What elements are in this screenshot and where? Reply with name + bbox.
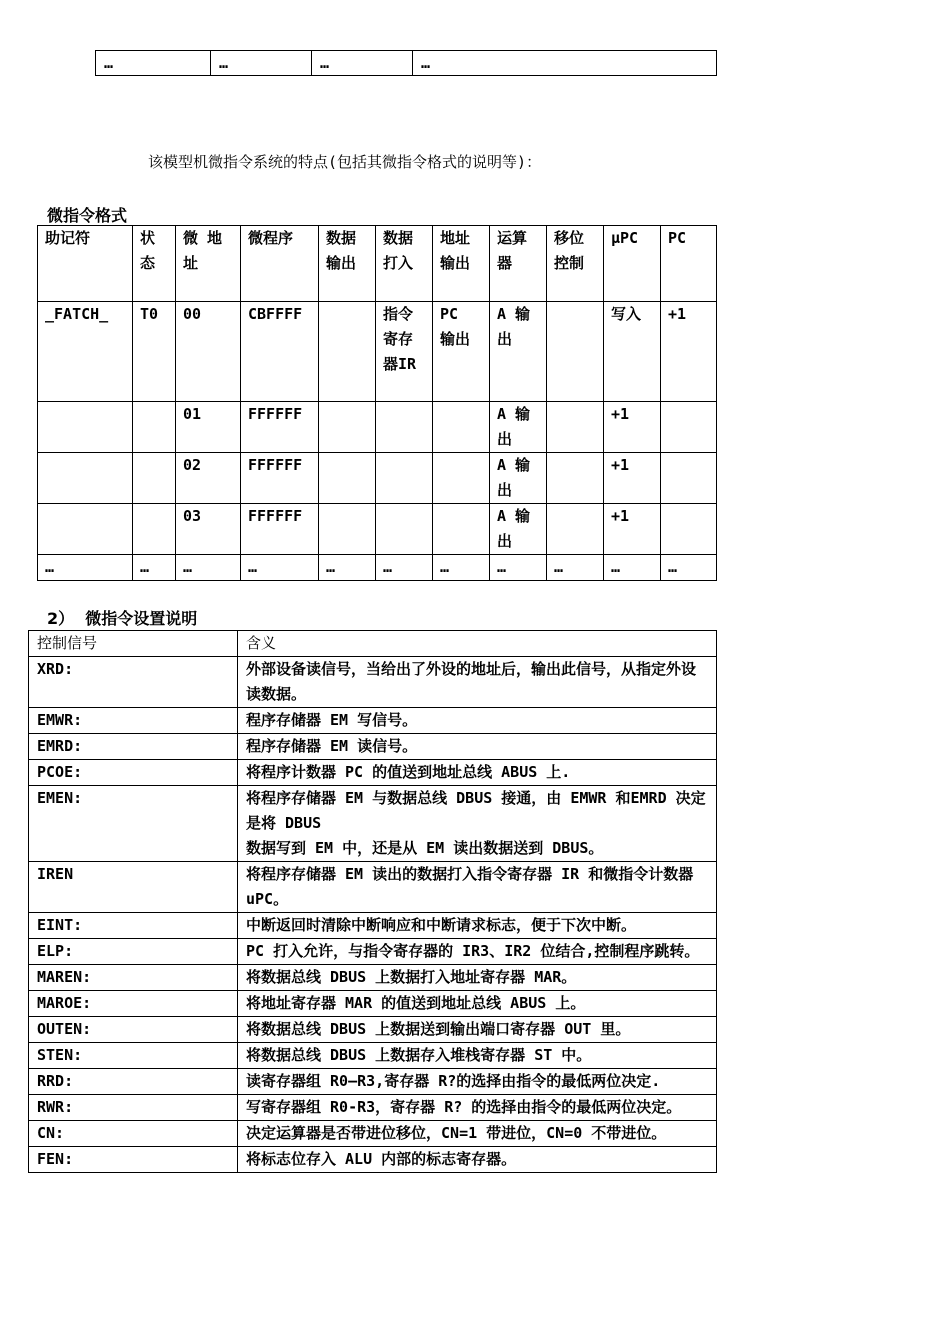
cell: +1 xyxy=(661,302,717,402)
signal-name: CN: xyxy=(29,1121,238,1147)
cell xyxy=(38,504,133,555)
table-row xyxy=(38,453,717,504)
cell: … xyxy=(661,555,717,581)
col-header: 微程序 xyxy=(241,226,319,302)
table-row xyxy=(29,786,717,862)
signal-meaning: 将程序存储器 EM 读出的数据打入指令寄存器 IR 和微指令计数器 uPC。 xyxy=(238,862,717,913)
continuation-table xyxy=(95,50,717,76)
cell xyxy=(319,302,376,402)
cell: 00 xyxy=(176,302,241,402)
cell: 02 xyxy=(176,453,241,504)
table-row xyxy=(29,1069,717,1095)
col-header: 地址输出 xyxy=(433,226,490,302)
cell: A 输出 xyxy=(490,402,547,453)
signal-meaning: 读寄存器组 R0—R3,寄存器 R?的选择由指令的最低两位决定. xyxy=(238,1069,717,1095)
signal-name: PCOE: xyxy=(29,760,238,786)
table-row xyxy=(29,965,717,991)
signal-meaning: 写寄存器组 R0-R3，寄存器 R? 的选择由指令的最低两位决定。 xyxy=(238,1095,717,1121)
table-row xyxy=(38,302,717,402)
signal-name: EMEN: xyxy=(29,786,238,862)
header-row xyxy=(38,226,717,302)
cell: 指令寄存器IR xyxy=(376,302,433,402)
cell xyxy=(547,504,604,555)
cell xyxy=(319,504,376,555)
col-header: 含义 xyxy=(238,631,717,657)
signal-name: EINT: xyxy=(29,913,238,939)
table-row xyxy=(29,913,717,939)
cell: … xyxy=(547,555,604,581)
cell: … xyxy=(604,555,661,581)
table-row xyxy=(38,402,717,453)
col-header: 状态 xyxy=(133,226,176,302)
signal-name: OUTEN: xyxy=(29,1017,238,1043)
cell: FFFFFF xyxy=(241,453,319,504)
cell: 01 xyxy=(176,402,241,453)
cell xyxy=(376,504,433,555)
signal-name: MAROE: xyxy=(29,991,238,1017)
signal-meaning: 程序存储器 EM 读信号。 xyxy=(238,734,717,760)
cell xyxy=(319,402,376,453)
cell: 03 xyxy=(176,504,241,555)
table-row xyxy=(96,51,717,76)
table-row xyxy=(29,760,717,786)
cell: A 输出 xyxy=(490,302,547,402)
signal-meaning: 程序存储器 EM 写信号。 xyxy=(238,708,717,734)
col-header: 运算器 xyxy=(490,226,547,302)
cell xyxy=(661,402,717,453)
cell: A 输出 xyxy=(490,504,547,555)
cell xyxy=(133,504,176,555)
cell xyxy=(376,453,433,504)
table-row xyxy=(29,708,717,734)
signal-meaning: 决定运算器是否带进位移位，CN=1 带进位，CN=0 不带进位。 xyxy=(238,1121,717,1147)
cell: +1 xyxy=(604,453,661,504)
table-row xyxy=(38,555,717,581)
ellipsis-cell: … xyxy=(211,51,312,76)
cell: … xyxy=(38,555,133,581)
cell: 写入 xyxy=(604,302,661,402)
table-row xyxy=(29,1043,717,1069)
signal-meaning: 外部设备读信号，当给出了外设的地址后，输出此信号，从指定外设读数据。 xyxy=(238,657,717,708)
signal-name: EMRD: xyxy=(29,734,238,760)
cell xyxy=(547,302,604,402)
ellipsis-cell: … xyxy=(312,51,413,76)
ellipsis-cell: … xyxy=(413,51,717,76)
header-row xyxy=(29,631,717,657)
cell: … xyxy=(319,555,376,581)
cell: _FATCH_ xyxy=(38,302,133,402)
cell: FFFFFF xyxy=(241,504,319,555)
signal-name: MAREN: xyxy=(29,965,238,991)
signal-meaning: 将数据总线 DBUS 上数据存入堆栈寄存器 ST 中。 xyxy=(238,1043,717,1069)
table-row xyxy=(29,657,717,708)
signal-name: STEN: xyxy=(29,1043,238,1069)
signal-name: RWR: xyxy=(29,1095,238,1121)
col-header: 数据输出 xyxy=(319,226,376,302)
setting-heading: 2） 微指令设置说明 xyxy=(47,609,198,628)
cell: FFFFFF xyxy=(241,402,319,453)
cell: PC 输出 xyxy=(433,302,490,402)
signal-name: IREN xyxy=(29,862,238,913)
col-header: 助记符 xyxy=(38,226,133,302)
cell: … xyxy=(433,555,490,581)
col-header: 移位控制 xyxy=(547,226,604,302)
cell: CBFFFF xyxy=(241,302,319,402)
cell: … xyxy=(241,555,319,581)
control-signal-table xyxy=(28,630,717,1173)
col-header: 控制信号 xyxy=(29,631,238,657)
cell: … xyxy=(490,555,547,581)
cell xyxy=(433,402,490,453)
format-heading: 微指令格式 xyxy=(47,206,128,225)
table-row xyxy=(29,991,717,1017)
cell: … xyxy=(133,555,176,581)
col-header: 数据打入 xyxy=(376,226,433,302)
table-row xyxy=(29,862,717,913)
col-header: μPC xyxy=(604,226,661,302)
signal-meaning: 将标志位存入 ALU 内部的标志寄存器。 xyxy=(238,1147,717,1173)
cell: +1 xyxy=(604,504,661,555)
signal-meaning: 将地址寄存器 MAR 的值送到地址总线 ABUS 上。 xyxy=(238,991,717,1017)
cell: … xyxy=(176,555,241,581)
signal-meaning: 将程序计数器 PC 的值送到地址总线 ABUS 上. xyxy=(238,760,717,786)
signal-meaning: 将程序存储器 EM 与数据总线 DBUS 接通，由 EMWR 和EMRD 决定是将 DBUS 数据写到 EM 中，还是从 EM 读出数据送到 DBUS。 xyxy=(238,786,717,862)
signal-name: FEN: xyxy=(29,1147,238,1173)
col-header: PC xyxy=(661,226,717,302)
cell xyxy=(38,402,133,453)
cell xyxy=(319,453,376,504)
signal-name: ELP: xyxy=(29,939,238,965)
table-row xyxy=(29,939,717,965)
table-row xyxy=(38,504,717,555)
cell xyxy=(547,453,604,504)
signal-name: RRD: xyxy=(29,1069,238,1095)
table-row xyxy=(29,1017,717,1043)
signal-meaning: 中断返回时清除中断响应和中断请求标志，便于下次中断。 xyxy=(238,913,717,939)
table-row xyxy=(29,1095,717,1121)
signal-name: XRD: xyxy=(29,657,238,708)
col-header: 微 地址 xyxy=(176,226,241,302)
cell xyxy=(547,402,604,453)
signal-meaning: 将数据总线 DBUS 上数据送到输出端口寄存器 OUT 里。 xyxy=(238,1017,717,1043)
ellipsis-cell: … xyxy=(96,51,211,76)
cell: A 输出 xyxy=(490,453,547,504)
cell xyxy=(38,453,133,504)
intro-text: 该模型机微指令系统的特点(包括其微指令格式的说明等)： xyxy=(148,153,542,171)
microinstruction-format-table xyxy=(37,225,717,581)
signal-meaning: 将数据总线 DBUS 上数据打入地址寄存器 MAR。 xyxy=(238,965,717,991)
table-row xyxy=(29,1147,717,1173)
cell: T0 xyxy=(133,302,176,402)
table-row xyxy=(29,1121,717,1147)
cell xyxy=(661,453,717,504)
cell xyxy=(433,504,490,555)
cell xyxy=(133,402,176,453)
cell xyxy=(433,453,490,504)
signal-meaning: PC 打入允许，与指令寄存器的 IR3、IR2 位结合,控制程序跳转。 xyxy=(238,939,717,965)
signal-name: EMWR: xyxy=(29,708,238,734)
cell: … xyxy=(376,555,433,581)
table-row xyxy=(29,734,717,760)
cell xyxy=(661,504,717,555)
cell xyxy=(376,402,433,453)
cell: +1 xyxy=(604,402,661,453)
cell xyxy=(133,453,176,504)
